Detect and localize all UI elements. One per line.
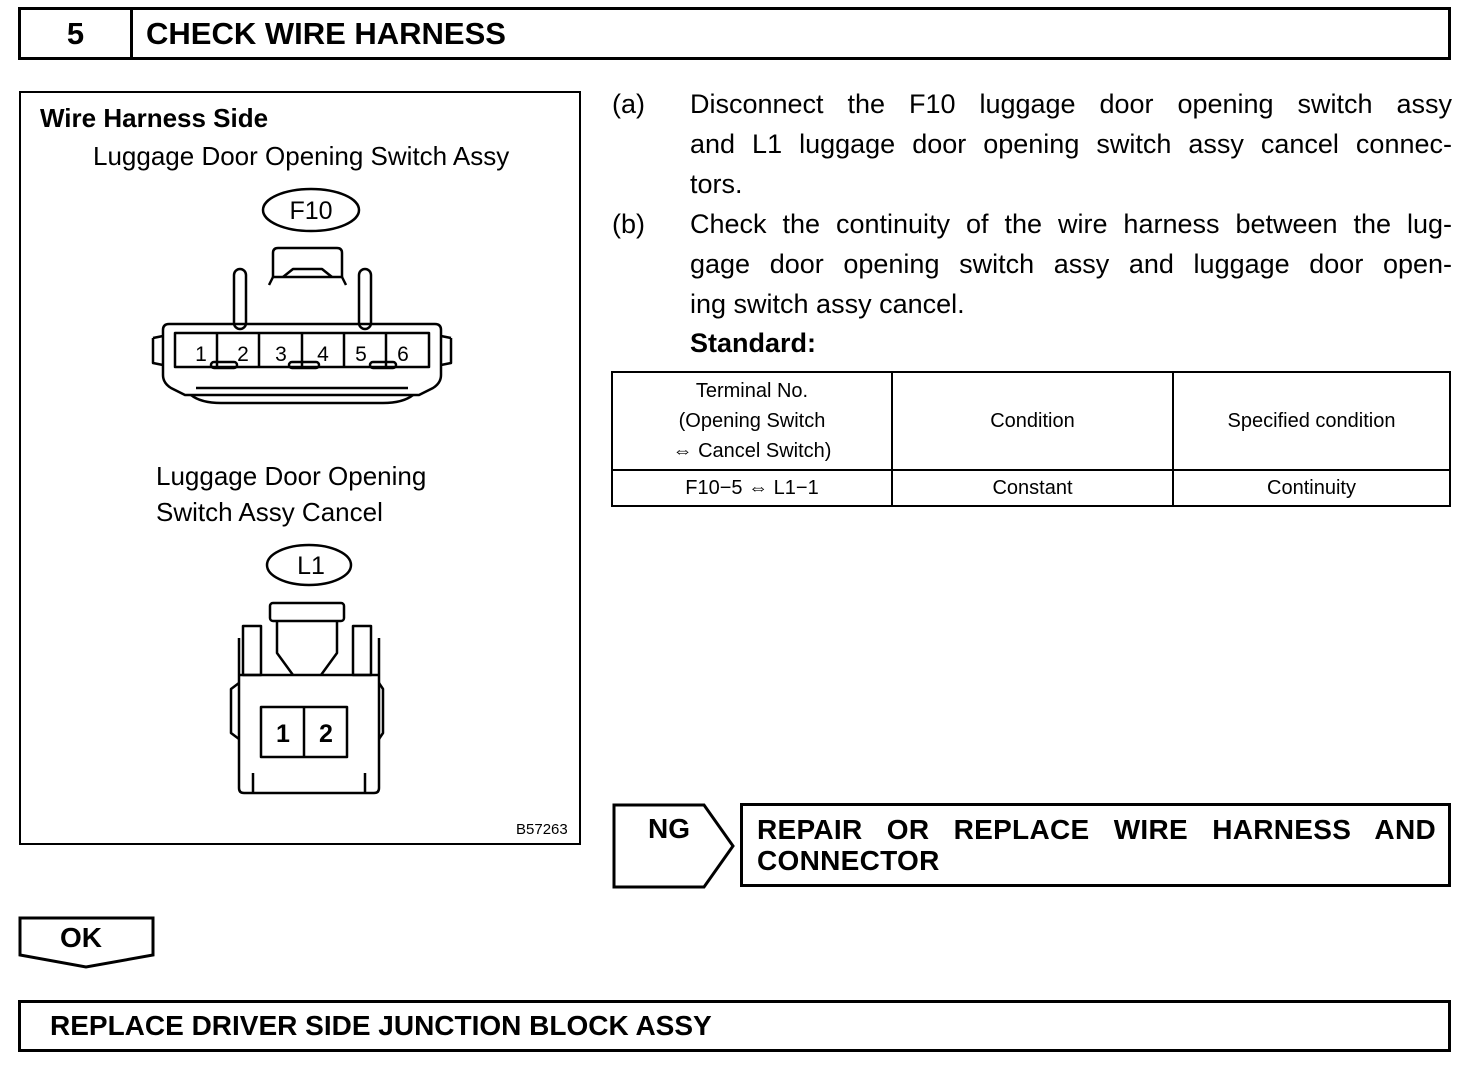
header-terminal <box>612 372 892 470</box>
f10-pin-label: 2 <box>237 343 249 366</box>
instruction-a-line2: and L1 luggage door opening switch assy cancel connec- <box>690 129 1452 159</box>
ng-action-line2: CONNECTOR <box>757 845 940 876</box>
header-terminal-line1: Terminal No. <box>695 380 809 402</box>
connector1-name: Luggage Door Opening Switch Assy <box>93 141 510 171</box>
f10-pin-label: 4 <box>317 343 329 366</box>
header-condition: Condition <box>892 372 1173 470</box>
standard-label: Standard: <box>690 328 817 358</box>
step-title: CHECK WIRE HARNESS <box>146 16 506 51</box>
cell-terminal: F10−5 ⇔ L1−1 <box>612 470 892 506</box>
connector2-name-line2: Switch Assy Cancel <box>156 497 383 527</box>
l1-code-text: L1 <box>297 552 325 580</box>
instruction-b-line3: ing switch assy cancel. <box>690 289 965 319</box>
ok-result-tag <box>18 916 156 970</box>
step-number: 5 <box>21 10 133 57</box>
cell-condition: Constant <box>892 470 1173 506</box>
instruction-b-line2: gage door opening switch assy and luggage door open- <box>690 249 1452 279</box>
ng-label: NG <box>648 813 690 844</box>
cell-specified: Continuity <box>1173 470 1450 506</box>
f10-pin-label: 3 <box>275 343 287 366</box>
instruction-b-letter: (b) <box>612 209 645 239</box>
instruction-a-letter: (a) <box>612 89 645 119</box>
step-header <box>18 7 1451 60</box>
header-specified-condition: Specified condition <box>1173 372 1450 470</box>
instruction-b-line1: Check the continuity of the wire harness between the lug- <box>690 209 1452 239</box>
ng-action-box <box>740 803 1451 887</box>
connector-figure <box>19 91 581 845</box>
ng-action-line1: REPAIR OR REPLACE WIRE HARNESS AND <box>757 814 1436 845</box>
table-row <box>612 470 1450 506</box>
instruction-a-line1: Disconnect the F10 luggage door opening switch assy <box>690 89 1452 119</box>
header-terminal-line3: ⇔ Cancel Switch) <box>672 440 832 462</box>
table-header-row <box>612 372 1450 470</box>
ok-label: OK <box>60 922 102 953</box>
figure-title: Wire Harness Side <box>40 103 269 133</box>
f10-code-text: F10 <box>289 197 333 225</box>
f10-connector-drawing <box>153 248 451 403</box>
final-action-box: REPLACE DRIVER SIDE JUNCTION BLOCK ASSY <box>18 1000 1451 1052</box>
l1-pin-label: 1 <box>276 720 290 748</box>
figure-code: B57263 <box>516 821 568 838</box>
spec-table <box>611 371 1451 507</box>
f10-pin-label: 5 <box>355 343 367 366</box>
l1-pin-label: 2 <box>319 720 333 748</box>
instruction-a-line3: tors. <box>690 169 743 199</box>
f10-pin-label: 1 <box>195 343 207 366</box>
ng-result-tag <box>612 803 736 889</box>
f10-pin-label: 6 <box>397 343 409 366</box>
connector2-name-line1: Luggage Door Opening <box>156 461 427 491</box>
header-terminal-line2: (Opening Switch <box>678 410 826 432</box>
l1-connector-drawing <box>231 603 383 793</box>
